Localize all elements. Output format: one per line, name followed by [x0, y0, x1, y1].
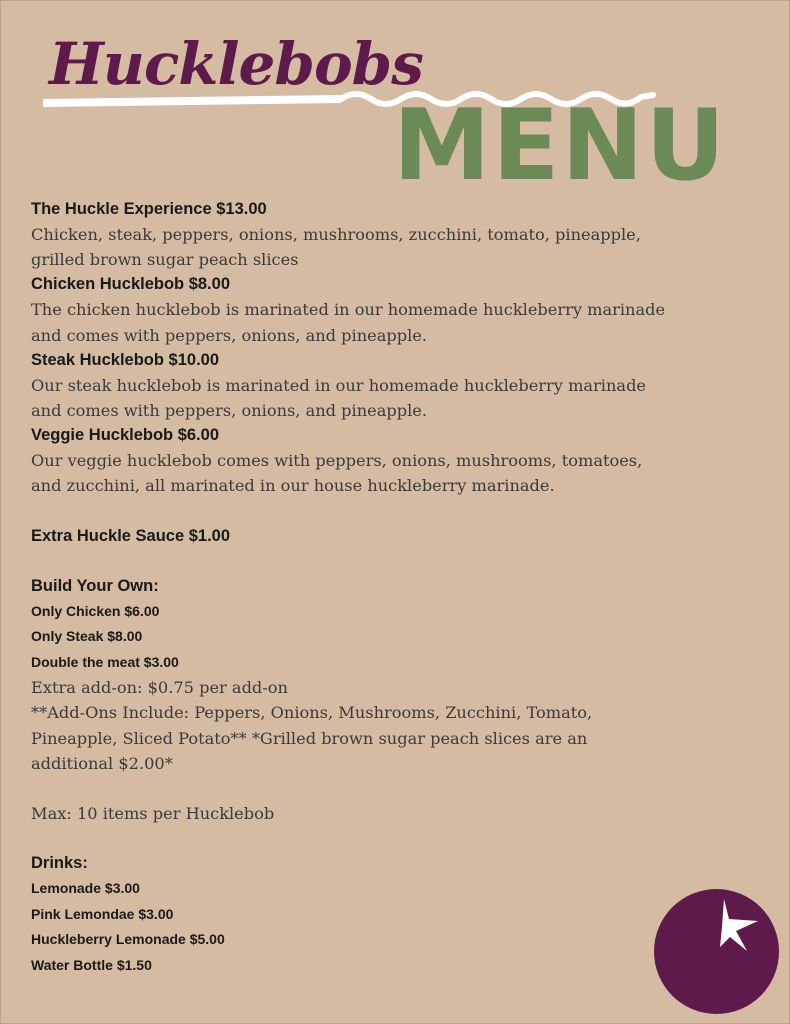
brand-title: Hucklebobs: [49, 30, 423, 98]
extra-sauce: Extra Huckle Sauce $1.00: [31, 526, 231, 545]
item-title: Chicken Hucklebob $8.00: [31, 275, 230, 294]
addons-note: **Add-Ons Include: Peppers, Onions, Mushrooms, Zucchini, Tomato, Pineapple, Sliced Potato** *Grilled brown sugar peach slices are an additional $2.00*: [31, 703, 593, 773]
drink-item: Water Bottle $1.50: [31, 956, 152, 973]
item-description: Our steak hucklebob is marinated in our homemade huckleberry marinade and comes with peppers, onions, and pineapple.: [31, 375, 647, 421]
item-description: The chicken hucklebob is marinated in our homemade huckleberry marinade and comes with peppers, onions, and pineapple.: [31, 300, 666, 345]
item-title: Steak Hucklebob $10.00: [31, 350, 220, 369]
max-items-note: Max: 10 items per Hucklebob: [31, 803, 275, 823]
build-option: Only Steak $8.00: [31, 628, 143, 645]
build-option: Only Chicken $6.00: [31, 602, 160, 619]
item-description: Chicken, steak, peppers, onions, mushrooms, zucchini, tomato, pineapple, grilled brown sugar peach slices: [31, 225, 641, 270]
drink-item: Lemonade $3.00: [31, 880, 140, 897]
logo-badge: [654, 889, 779, 1014]
build-your-own-title: Build Your Own:: [31, 576, 159, 595]
addon-price: Extra add-on: $0.75 per add-on: [31, 678, 288, 698]
bird-logo-icon: [654, 889, 779, 1014]
drink-item: Huckleberry Lemonade $5.00: [31, 931, 225, 948]
drink-item: Pink Lemondae $3.00: [31, 905, 174, 922]
menu-content: [31, 197, 671, 978]
drinks-title: Drinks:: [31, 854, 88, 873]
menu-heading: MENU: [393, 89, 728, 203]
item-description: Our veggie hucklebob comes with peppers, onions, mushrooms, tomatoes, and zucchini, all marinated in our house huckleberry marinade.: [31, 451, 643, 496]
build-option: Double the meat $3.00: [31, 653, 179, 670]
item-title: Veggie Hucklebob $6.00: [31, 426, 219, 445]
item-title: The Huckle Experience $13.00: [31, 200, 267, 218]
